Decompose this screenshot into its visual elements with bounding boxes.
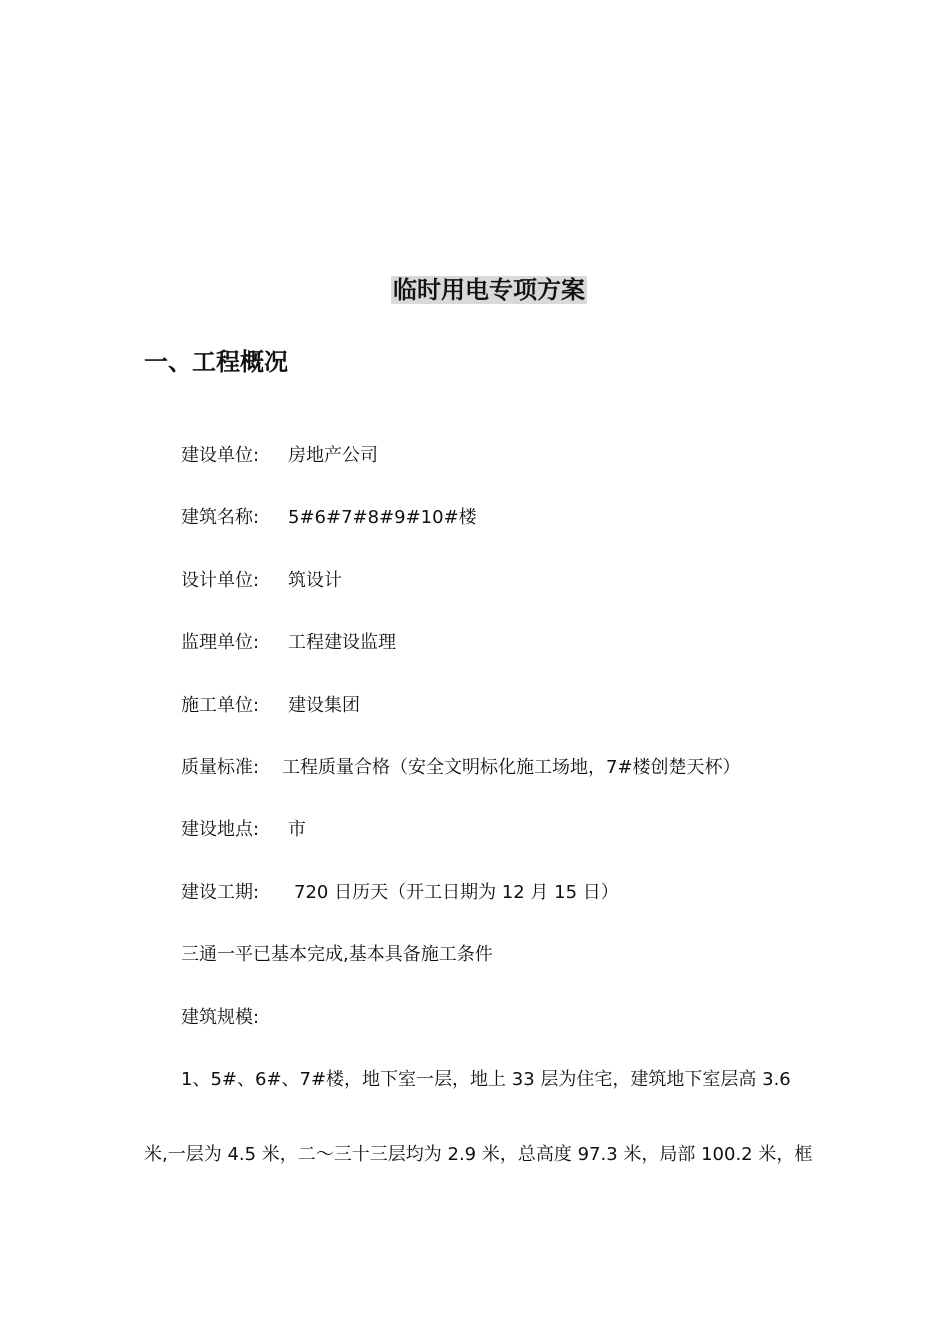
field-site-location <box>181 818 306 842</box>
field-value: 工程质量合格（安全文明标化施工场地，7#楼创楚天杯） <box>282 757 741 778</box>
section-heading: 一、工程概况 <box>144 348 288 376</box>
field-label: 建设单位: <box>181 445 260 466</box>
field-label: 监理单位: <box>181 632 260 653</box>
field-value: 房地产公司 <box>288 445 378 466</box>
field-value: 建设集团 <box>288 695 360 716</box>
field-label: 建筑名称: <box>181 507 260 528</box>
field-label: 施工单位: <box>181 695 260 716</box>
field-construction-period <box>181 881 619 905</box>
field-quality-standard <box>181 756 741 780</box>
field-label: 质量标准: <box>181 757 260 778</box>
field-value: 5#6#7#8#9#10#楼 <box>288 507 477 528</box>
field-design-unit <box>181 569 342 593</box>
field-value: 筑设计 <box>288 570 342 591</box>
field-label: 建设地点: <box>181 819 260 840</box>
scale-label: 建筑规模: <box>181 1007 260 1028</box>
field-value: 工程建设监理 <box>288 632 396 653</box>
document-title-text: 临时用电专项方案 <box>393 276 585 304</box>
field-label: 设计单位: <box>181 570 260 591</box>
conditions-line: 三通一平已基本完成,基本具备施工条件 <box>181 944 493 965</box>
document-title <box>0 272 950 308</box>
field-supervision-unit <box>181 631 396 655</box>
field-contractor-unit <box>181 694 360 718</box>
field-value: 720 日历天（开工日期为 12 月 15 日） <box>294 882 619 903</box>
field-construction-unit <box>181 444 378 468</box>
scale-paragraph-line-2: 米,一层为 4.5 米，二～三十三层均为 2.9 米，总高度 97.3 米，局部 100.2 米，框 <box>144 1144 813 1165</box>
scale-paragraph-line-1: 1、5#、6#、7#楼，地下室一层，地上 33 层为住宅，建筑地下室层高 3.6 <box>181 1069 791 1090</box>
field-label: 建设工期: <box>181 882 260 903</box>
field-building-name <box>181 506 477 530</box>
field-value: 市 <box>288 819 306 840</box>
